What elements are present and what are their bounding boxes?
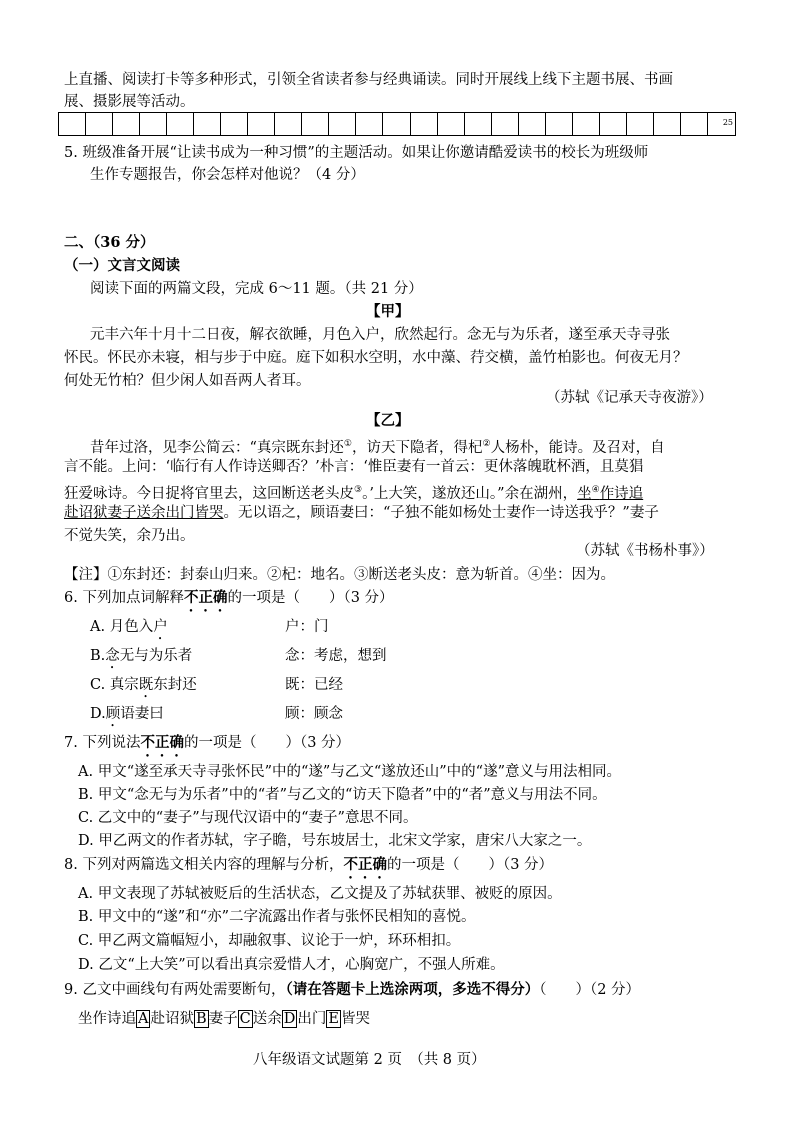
option-d-meaning: 顾：顾念: [285, 706, 343, 722]
option-d[interactable]: D. 甲乙两文的作者苏轼，字子瞻，号东坡居士，北宋文学家，唐宋八大家之一。: [78, 833, 592, 849]
break-option-e[interactable]: E: [328, 1011, 339, 1027]
question-5-cont: 生作专题报告，你会怎样对他说？（4 分）: [90, 167, 365, 183]
note-marker: ②: [482, 439, 491, 449]
option-a-meaning: 户：门: [285, 619, 329, 635]
passage-line: 昔年过洛，见李公简云：“真宗既东封还①，访天下隐者，得杞②人杨朴，能诗。及召对，自: [90, 439, 665, 456]
question-5: 5. 班级准备开展“让读书成为一种习惯”的主题活动。如果让你邀请酷爱读书的校长为班级师: [64, 145, 649, 161]
page-footer: 八年级语文试题第 2 页 （共 8 页）: [253, 1052, 486, 1068]
text-line: 展、摄影展等活动。: [64, 94, 195, 110]
annotation-note: 【注】①东封还：封泰山归来。②杞：地名。③断送老头皮：意为斩首。④坐：因为。: [64, 567, 615, 583]
text-line: 上直播、阅读打卡等多种形式，引领全省读者参与经典诵读。同时开展线上线下主题书展、书画: [64, 72, 673, 88]
emphasis-text: 不正确: [183, 589, 228, 606]
passage-jia-title: 【甲】: [366, 303, 410, 320]
question-7: 7. 下列说法不正确的一项是（ ）（3 分）: [64, 734, 351, 751]
emphasis-text: 不正确: [140, 734, 184, 751]
option-c[interactable]: C. 乙文中的“妻子”与现代汉语中的“妻子”意思不同。: [78, 810, 418, 826]
note-marker: ①: [343, 439, 352, 449]
option-c[interactable]: C. 真宗既东封还: [90, 677, 197, 693]
subsection-heading: （一）文言文阅读: [64, 257, 180, 274]
option-b-meaning: 念：考虑，想到: [285, 648, 387, 664]
passage-source: （苏轼《记承天寺夜游》）: [546, 390, 713, 406]
passage-source: （苏轼《书杨朴事》）: [576, 543, 714, 559]
passage-line: 不觉失笑，余乃出。: [64, 528, 195, 544]
answer-grid[interactable]: [58, 112, 736, 136]
passage-yi-title: 【乙】: [366, 412, 410, 429]
question-9: 9. 乙文中画线句有两处需要断句，（请在答题卡上选涂两项，多选不得分）（ ）（2 分）: [64, 981, 641, 998]
option-c-meaning: 既：已经: [285, 677, 343, 693]
passage-line: 赴诏狱妻子送余出门皆哭。无以语之，顾语妻曰：“子独不能如杨处士妻作一诗送我乎？”妻子: [64, 505, 659, 521]
passage-line: 言不能。上问：‘临行有人作诗送卿否？’朴言：‘惟臣妻有一首云：更休落魄耽杯酒，且莫猖: [64, 459, 644, 475]
underlined-sentence: 赴诏狱妻子送余出门皆哭: [64, 505, 224, 521]
passage-line: 狂爱咏诗。今日捉将官里去，这回断送老头皮③。’上大笑，遂放还山。”余在湖州，坐④作诗追: [64, 485, 644, 502]
option-b[interactable]: B.念无与为乐者: [90, 648, 193, 664]
question-8: 8. 下列对两篇选文相关内容的理解与分析，不正确的一项是（ ）（3 分）: [64, 856, 554, 873]
option-d[interactable]: D.顾语妻曰: [90, 706, 164, 722]
note-marker: ③: [354, 485, 363, 495]
break-option-a[interactable]: A: [138, 1011, 149, 1027]
option-d[interactable]: D. 乙文“上大笑”可以看出真宗爱惜人才，心胸宽广，不强人所难。: [78, 957, 505, 973]
passage-line: 怀民。怀民亦未寝，相与步于中庭。庭下如积水空明，水中藻、荇交横，盖竹柏影也。何夜无月？: [64, 350, 688, 366]
break-option-d[interactable]: D: [283, 1011, 296, 1027]
option-b[interactable]: B. 甲文“念无与为乐者”中的“者”与乙文的“访天下隐者”中的“者”意义与用法不同。: [78, 787, 607, 803]
section-heading: 二、（36 分）: [64, 234, 155, 251]
emphasis-text: 不正确: [343, 856, 387, 873]
option-a[interactable]: A. 甲文表现了苏轼被贬后的生活状态，乙文提及了苏轼获罪、被贬的原因。: [78, 886, 562, 902]
passage-line: 元丰六年十月十二日夜，解衣欲睡，月色入户，欣然起行。念无与为乐者，遂至承天寺寻张: [90, 327, 670, 343]
option-b[interactable]: B. 甲文中的“遂”和“亦”二字流露出作者与张怀民相知的喜悦。: [78, 909, 476, 925]
break-option-b[interactable]: B: [195, 1011, 207, 1027]
reading-intro: 阅读下面的两篇文段，完成 6～11 题。（共 21 分）: [90, 281, 423, 297]
break-option-c[interactable]: C: [239, 1011, 251, 1027]
option-a[interactable]: A. 甲文“遂至承天寺寻张怀民”中的“遂”与乙文“遂放还山”中的“遂”意义与用法相同。: [78, 764, 621, 780]
option-a[interactable]: A. 月色入户: [90, 619, 168, 635]
emphasis-text: （请在答题卡上选涂两项，多选不得分）: [285, 981, 540, 998]
note-marker: ④: [591, 485, 600, 495]
grid-count: 25: [722, 118, 733, 127]
underlined-sentence: 坐④作诗追: [577, 485, 644, 502]
option-c[interactable]: C. 甲乙两文篇幅短小，却融叙事、议论于一炉，环环相扣。: [78, 933, 461, 949]
segmentation-sentence: 坐作诗追 A 赴诏狱 B 妻子 C 送余 D 出门 E 皆哭: [78, 1011, 370, 1027]
question-6: 6. 下列加点词解释不正确的一项是（ ）（3 分）: [64, 589, 394, 606]
passage-line: 何处无竹柏？但少闲人如吾两人者耳。: [64, 373, 311, 389]
